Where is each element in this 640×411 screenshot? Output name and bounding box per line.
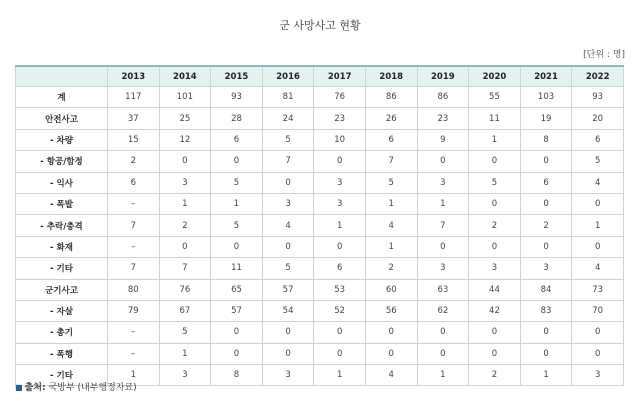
- table-cell: 63: [417, 279, 469, 300]
- table-cell: 117: [108, 87, 160, 108]
- table-cell: 1: [108, 365, 160, 386]
- table-cell: 81: [262, 87, 314, 108]
- row-label: - 기타: [16, 365, 108, 386]
- table-cell: 2: [469, 365, 521, 386]
- table-row: [16, 215, 624, 236]
- table-cell: 6: [365, 129, 417, 150]
- table-cell: 2: [108, 151, 160, 172]
- row-label: - 자살: [16, 300, 108, 321]
- table-cell: 0: [520, 236, 572, 257]
- table-cell: 24: [262, 108, 314, 129]
- table-cell: 0: [211, 343, 263, 364]
- table-cell: 42: [469, 300, 521, 321]
- year-header: 2019: [417, 66, 469, 87]
- table-cell: 56: [365, 300, 417, 321]
- row-label: 계: [16, 87, 108, 108]
- table-cell: 2: [365, 258, 417, 279]
- table-cell: 1: [469, 129, 521, 150]
- table-cell: 8: [520, 129, 572, 150]
- table-cell: 93: [572, 87, 624, 108]
- row-label: - 기타: [16, 258, 108, 279]
- table-cell: 84: [520, 279, 572, 300]
- table-cell: 1: [314, 215, 366, 236]
- table-cell: 4: [572, 258, 624, 279]
- table-cell: 0: [520, 193, 572, 214]
- table-cell: 0: [572, 322, 624, 343]
- table-cell: 4: [365, 215, 417, 236]
- table-cell: 5: [262, 258, 314, 279]
- table-row: [16, 87, 624, 108]
- table-cell: 1: [314, 365, 366, 386]
- table-cell: 3: [469, 258, 521, 279]
- row-label: - 화재: [16, 236, 108, 257]
- table-cell: 1: [211, 193, 263, 214]
- table-cell: 6: [572, 129, 624, 150]
- table-cell: 2: [520, 215, 572, 236]
- table-cell: 26: [365, 108, 417, 129]
- table-cell: 1: [417, 193, 469, 214]
- table-cell: 0: [211, 236, 263, 257]
- table-header-row: [16, 66, 624, 87]
- year-header: 2013: [108, 66, 160, 87]
- table-row: [16, 300, 624, 321]
- square-bullet-icon: ■: [15, 383, 23, 392]
- table-cell: 0: [417, 322, 469, 343]
- table-cell: 0: [365, 343, 417, 364]
- table-cell: 0: [211, 151, 263, 172]
- table-cell: 6: [211, 129, 263, 150]
- table-cell: 0: [469, 322, 521, 343]
- table-cell: 55: [469, 87, 521, 108]
- table-cell: 0: [520, 343, 572, 364]
- table-cell: 79: [108, 300, 160, 321]
- table-cell: 0: [262, 236, 314, 257]
- table-cell: 0: [262, 343, 314, 364]
- table-cell: 1: [520, 365, 572, 386]
- page-title: 군 사망사고 현황: [279, 19, 361, 32]
- table-cell: 0: [572, 343, 624, 364]
- table-cell: 5: [211, 172, 263, 193]
- table-cell: 0: [417, 151, 469, 172]
- table-cell: 0: [159, 151, 211, 172]
- table-cell: 76: [159, 279, 211, 300]
- row-label: 군기사고: [16, 279, 108, 300]
- table-row: [16, 258, 624, 279]
- table-cell: 86: [365, 87, 417, 108]
- table-cell: 7: [262, 151, 314, 172]
- table-cell: 0: [572, 236, 624, 257]
- table-cell: 62: [417, 300, 469, 321]
- table-row: [16, 236, 624, 257]
- table-cell: 3: [262, 365, 314, 386]
- table-cell: 80: [108, 279, 160, 300]
- table-cell: 101: [159, 87, 211, 108]
- table-cell: 53: [314, 279, 366, 300]
- table-cell: 93: [211, 87, 263, 108]
- table-cell: 7: [417, 215, 469, 236]
- table-cell: 12: [159, 129, 211, 150]
- table-cell: –: [108, 193, 160, 214]
- table-cell: 8: [211, 365, 263, 386]
- table-cell: 5: [469, 172, 521, 193]
- table-cell: 3: [314, 172, 366, 193]
- row-label: - 추락/충격: [16, 215, 108, 236]
- table-row: [16, 193, 624, 214]
- table-cell: 1: [417, 365, 469, 386]
- table-cell: 3: [417, 172, 469, 193]
- table-cell: 0: [469, 236, 521, 257]
- table-cell: 73: [572, 279, 624, 300]
- table-cell: 5: [262, 129, 314, 150]
- table-cell: 0: [314, 151, 366, 172]
- table-cell: 0: [262, 172, 314, 193]
- table-cell: 0: [469, 343, 521, 364]
- table-cell: 0: [314, 343, 366, 364]
- table-cell: 6: [520, 172, 572, 193]
- year-header: 2021: [520, 66, 572, 87]
- year-header: 2015: [211, 66, 263, 87]
- table-cell: 57: [262, 279, 314, 300]
- table-cell: 15: [108, 129, 160, 150]
- table-cell: 54: [262, 300, 314, 321]
- table-cell: 1: [159, 343, 211, 364]
- row-label: - 항공/함정: [16, 151, 108, 172]
- table-cell: 4: [262, 215, 314, 236]
- table-cell: 0: [469, 193, 521, 214]
- table-cell: 0: [262, 322, 314, 343]
- corner-cell: [16, 66, 108, 87]
- year-header: 2022: [572, 66, 624, 87]
- table-cell: 20: [572, 108, 624, 129]
- table-cell: 6: [108, 172, 160, 193]
- table-cell: 3: [520, 258, 572, 279]
- table-cell: 86: [417, 87, 469, 108]
- table-cell: 0: [159, 236, 211, 257]
- table-cell: 70: [572, 300, 624, 321]
- table-cell: 5: [211, 215, 263, 236]
- table-row: [16, 279, 624, 300]
- table-cell: 10: [314, 129, 366, 150]
- table-cell: 19: [520, 108, 572, 129]
- table-cell: 3: [314, 193, 366, 214]
- table-cell: 3: [159, 365, 211, 386]
- unit-label: [단위 : 명]: [583, 50, 625, 60]
- table-cell: 4: [572, 172, 624, 193]
- table-cell: 1: [365, 236, 417, 257]
- table-cell: 7: [365, 151, 417, 172]
- table-cell: 52: [314, 300, 366, 321]
- table-row: [16, 129, 624, 150]
- table-cell: 0: [417, 343, 469, 364]
- table-row: [16, 322, 624, 343]
- row-label: 안전사고: [16, 108, 108, 129]
- table-cell: 1: [365, 193, 417, 214]
- table-row: [16, 343, 624, 364]
- table-cell: 0: [469, 151, 521, 172]
- table-cell: 44: [469, 279, 521, 300]
- table-cell: 28: [211, 108, 263, 129]
- table-cell: 83: [520, 300, 572, 321]
- table-cell: 76: [314, 87, 366, 108]
- source-text: 국방부 (내부행정자료): [48, 383, 137, 393]
- year-header: 2018: [365, 66, 417, 87]
- year-header: 2016: [262, 66, 314, 87]
- table-cell: 25: [159, 108, 211, 129]
- table-cell: 9: [417, 129, 469, 150]
- table-cell: 0: [211, 322, 263, 343]
- table-cell: 1: [572, 215, 624, 236]
- table-cell: –: [108, 322, 160, 343]
- table-cell: 3: [572, 365, 624, 386]
- table-cell: 0: [314, 236, 366, 257]
- table-cell: 5: [365, 172, 417, 193]
- year-header: 2017: [314, 66, 366, 87]
- row-label: - 총기: [16, 322, 108, 343]
- table-cell: 67: [159, 300, 211, 321]
- year-header: 2020: [469, 66, 521, 87]
- table-cell: 0: [365, 322, 417, 343]
- table-cell: 11: [469, 108, 521, 129]
- table-cell: 0: [417, 236, 469, 257]
- year-header: 2014: [159, 66, 211, 87]
- table-cell: 37: [108, 108, 160, 129]
- row-label: - 차량: [16, 129, 108, 150]
- table-cell: 1: [159, 193, 211, 214]
- table-cell: 0: [314, 322, 366, 343]
- row-label: - 폭발: [16, 193, 108, 214]
- table-cell: 6: [314, 258, 366, 279]
- table-cell: 11: [211, 258, 263, 279]
- table-cell: 4: [365, 365, 417, 386]
- table-cell: 7: [108, 258, 160, 279]
- table-cell: 2: [159, 215, 211, 236]
- table-cell: –: [108, 343, 160, 364]
- table-cell: 65: [211, 279, 263, 300]
- table-cell: 3: [159, 172, 211, 193]
- source-label: 출처:: [24, 383, 46, 393]
- table-cell: 103: [520, 87, 572, 108]
- table-row: [16, 108, 624, 129]
- table-cell: 60: [365, 279, 417, 300]
- table-cell: 57: [211, 300, 263, 321]
- table-cell: 5: [572, 151, 624, 172]
- table-cell: 23: [314, 108, 366, 129]
- table-cell: –: [108, 236, 160, 257]
- table-cell: 23: [417, 108, 469, 129]
- row-label: - 폭행: [16, 343, 108, 364]
- table-cell: 3: [262, 193, 314, 214]
- table-cell: 2: [469, 215, 521, 236]
- table-cell: 0: [520, 151, 572, 172]
- table-cell: 5: [159, 322, 211, 343]
- casualty-table: [15, 65, 624, 386]
- table-cell: 7: [159, 258, 211, 279]
- table-cell: 0: [520, 322, 572, 343]
- table-row: [16, 172, 624, 193]
- table-cell: 0: [572, 193, 624, 214]
- table-cell: 7: [108, 215, 160, 236]
- table-row: [16, 151, 624, 172]
- source-note: [15, 380, 137, 393]
- table-cell: 3: [417, 258, 469, 279]
- row-label: - 익사: [16, 172, 108, 193]
